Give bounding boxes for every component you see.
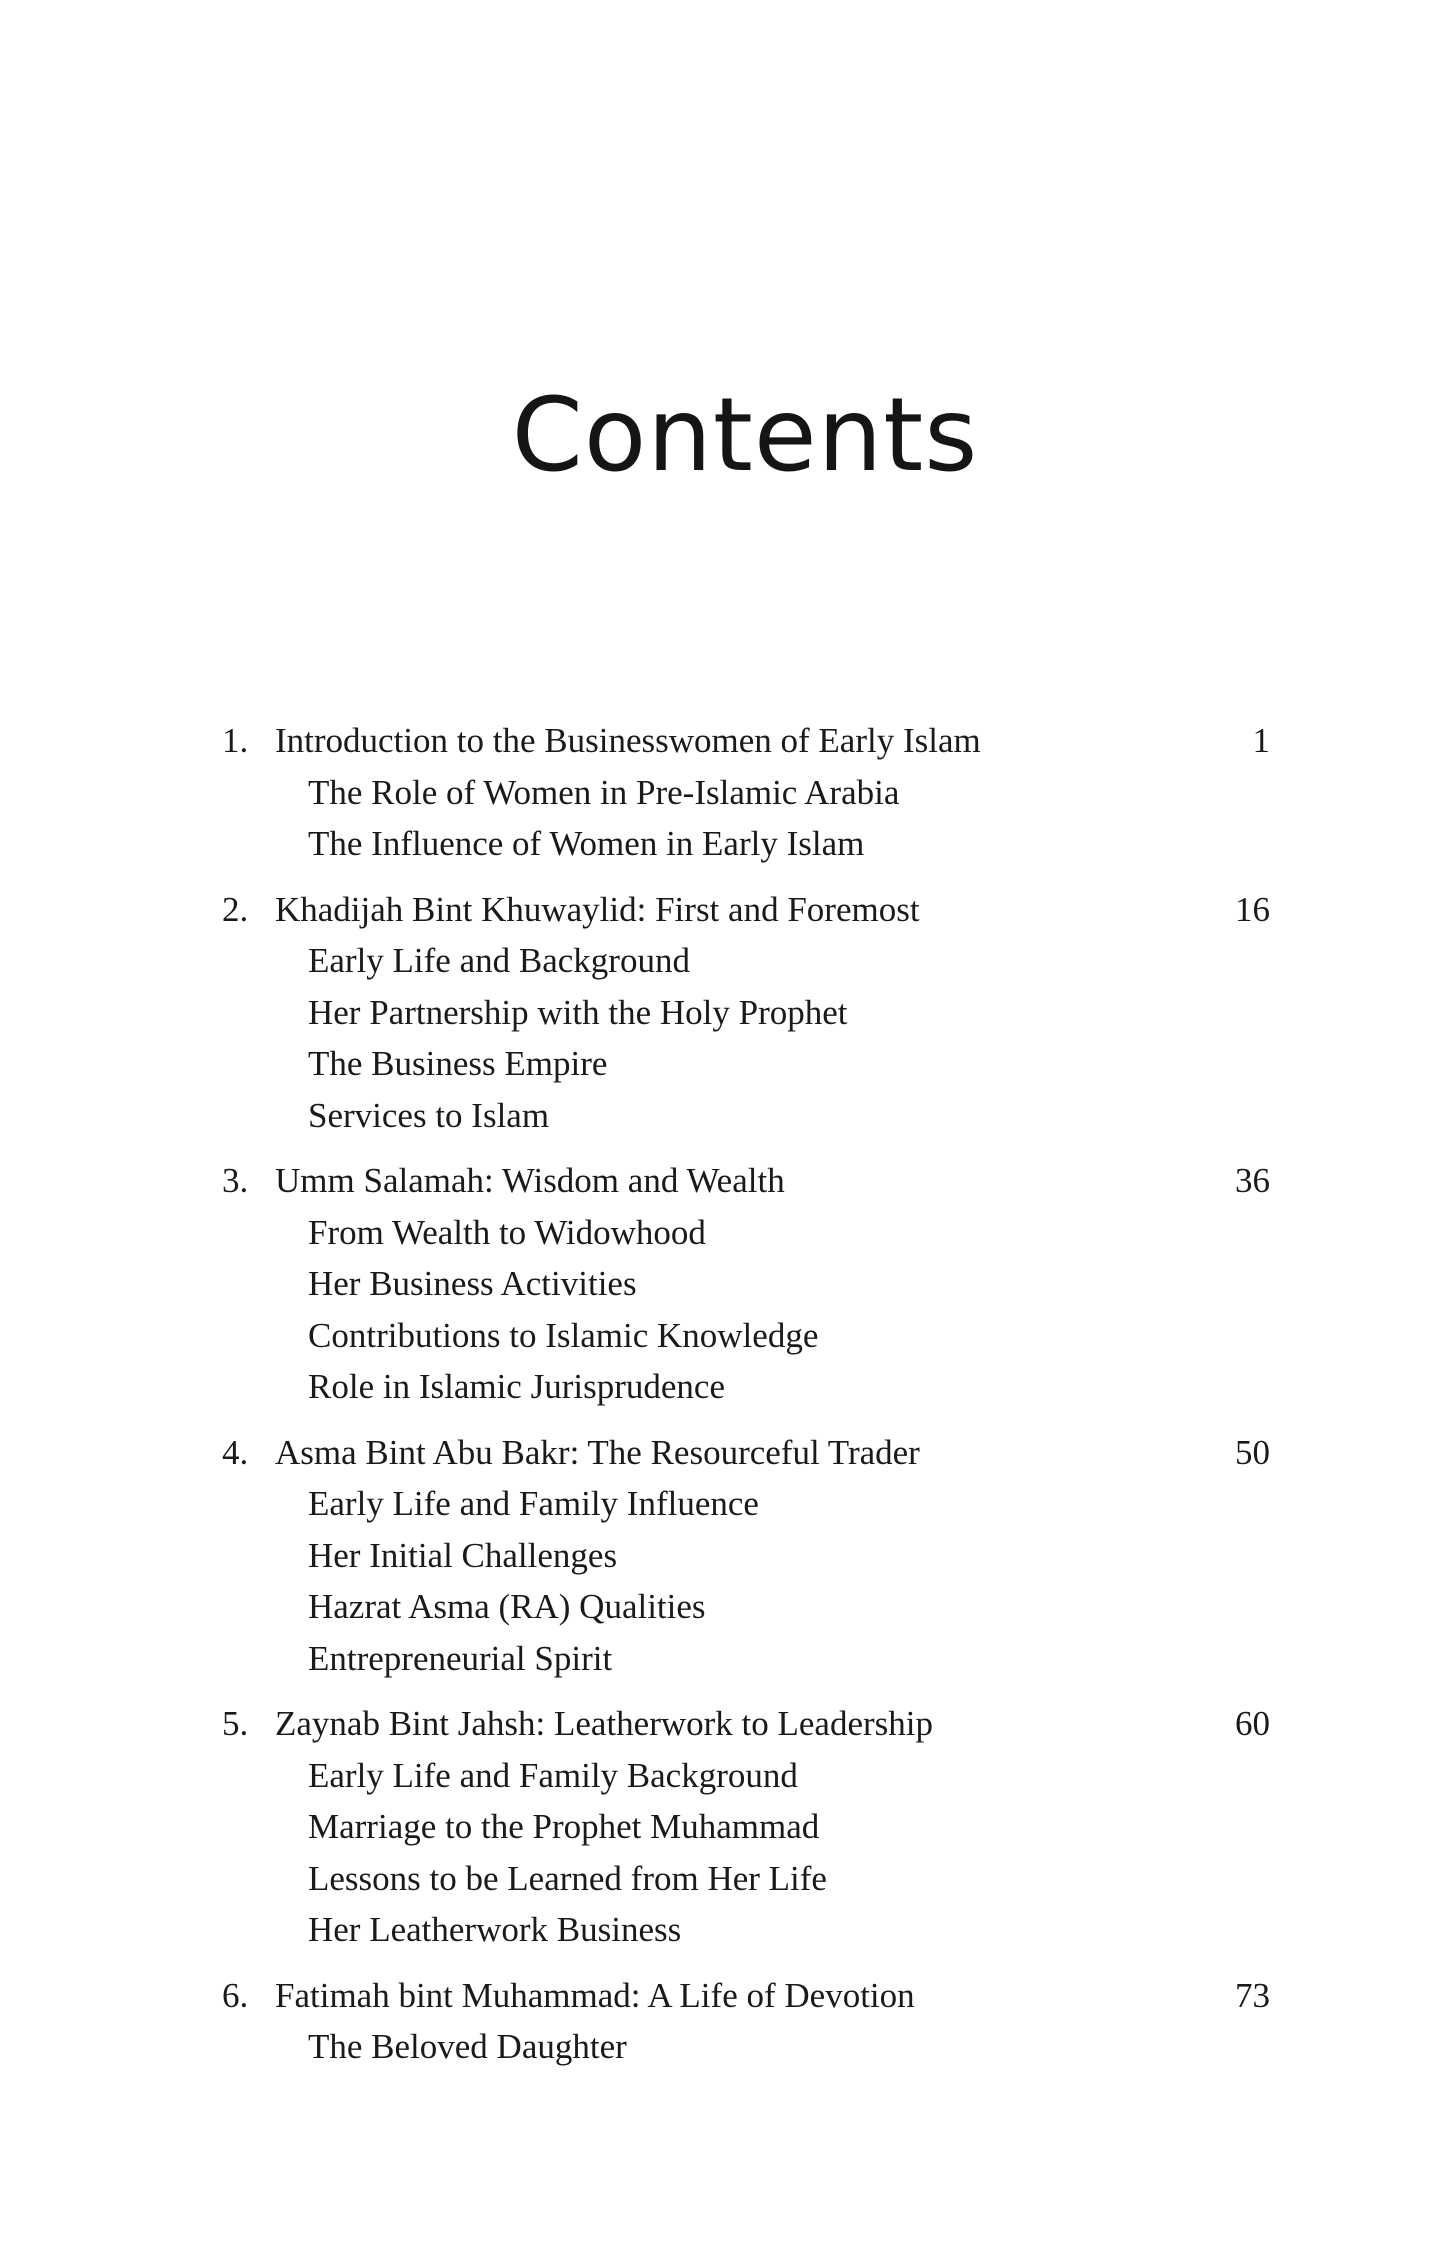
chapter-title: Zaynab Bint Jahsh: Leatherwork to Leadership	[275, 1704, 933, 1743]
toc-section-row	[222, 1478, 1270, 1530]
chapter-page-number: 1	[1252, 721, 1270, 760]
chapter-page-number: 73	[1235, 1975, 1270, 2015]
section-title: Role in Islamic Jurisprudence	[308, 1367, 725, 1406]
chapter-number: 6.	[222, 1975, 249, 2015]
toc-section-row	[222, 1633, 1270, 1685]
section-title: Entrepreneurial Spirit	[308, 1638, 613, 1678]
toc-chapter-row	[222, 715, 1270, 767]
toc-chapter	[222, 1427, 1270, 1685]
toc-section-row	[222, 2021, 1270, 2073]
section-title: Her Business Activities	[308, 1264, 637, 1303]
toc-section-row	[222, 935, 1270, 987]
toc-chapter-row	[222, 1427, 1270, 1479]
toc-section-row	[222, 1581, 1270, 1633]
chapter-page-number: 50	[1235, 1432, 1270, 1472]
toc-section-row	[222, 1361, 1270, 1413]
section-title: Early Life and Background	[308, 941, 690, 980]
toc-section-row	[222, 1258, 1270, 1310]
toc-section-row	[222, 1904, 1270, 1956]
section-title: The Business Empire	[308, 1044, 608, 1083]
toc-section-row	[222, 1090, 1270, 1142]
toc-chapter	[222, 715, 1270, 870]
chapter-number: 5.	[222, 1704, 249, 1743]
chapter-page-number: 16	[1235, 889, 1270, 929]
chapter-number: 2.	[222, 889, 249, 929]
toc-chapter-row	[222, 1698, 1270, 1750]
toc-chapter-row	[222, 1970, 1270, 2022]
toc-chapter	[222, 884, 1270, 1142]
section-title: Lessons to be Learned from Her Life	[308, 1858, 827, 1898]
section-title: Marriage to the Prophet Muhammad	[308, 1807, 820, 1846]
section-title: Early Life and Family Influence	[308, 1484, 759, 1523]
toc-chapter-row	[222, 1155, 1270, 1207]
section-title: Services to Islam	[308, 1095, 550, 1135]
toc-section-row	[222, 1207, 1270, 1259]
toc-section-row	[222, 1530, 1270, 1582]
table-of-contents	[222, 715, 1270, 2087]
toc-section-row	[222, 1310, 1270, 1362]
chapter-page-number: 36	[1235, 1161, 1270, 1200]
section-title: Her Initial Challenges	[308, 1535, 618, 1575]
page-title: Contents	[511, 376, 979, 495]
toc-section-row	[222, 818, 1270, 870]
chapter-number: 1.	[222, 721, 249, 760]
toc-chapter-row	[222, 884, 1270, 936]
chapter-title: Asma Bint Abu Bakr: The Resourceful Trader	[275, 1432, 920, 1472]
toc-section-row	[222, 767, 1270, 819]
chapter-number: 3.	[222, 1161, 249, 1200]
toc-section-row	[222, 1853, 1270, 1905]
section-title: Her Partnership with the Holy Prophet	[308, 992, 848, 1032]
chapter-title: Fatimah bint Muhammad: A Life of Devotion	[275, 1975, 915, 2015]
section-title: The Role of Women in Pre-Islamic Arabia	[308, 772, 900, 812]
section-title: The Influence of Women in Early Islam	[308, 824, 865, 863]
toc-chapter	[222, 1155, 1270, 1413]
toc-section-row	[222, 1750, 1270, 1802]
section-title: Early Life and Family Background	[308, 1755, 798, 1795]
section-title: From Wealth to Widowhood	[308, 1212, 706, 1252]
chapter-title: Introduction to the Businesswomen of Early Islam	[275, 721, 981, 760]
toc-section-row	[222, 987, 1270, 1039]
chapter-title: Khadijah Bint Khuwaylid: First and Foremost	[275, 889, 920, 929]
chapter-title: Umm Salamah: Wisdom and Wealth	[275, 1161, 785, 1200]
section-title: The Beloved Daughter	[308, 2027, 627, 2066]
chapter-number: 4.	[222, 1432, 249, 1472]
toc-section-row	[222, 1801, 1270, 1853]
toc-section-row	[222, 1038, 1270, 1090]
chapter-page-number: 60	[1235, 1704, 1270, 1743]
toc-chapter	[222, 1698, 1270, 1956]
section-title: Hazrat Asma (RA) Qualities	[308, 1587, 706, 1626]
section-title: Contributions to Islamic Knowledge	[308, 1315, 819, 1355]
toc-chapter	[222, 1970, 1270, 2073]
section-title: Her Leatherwork Business	[308, 1910, 682, 1949]
